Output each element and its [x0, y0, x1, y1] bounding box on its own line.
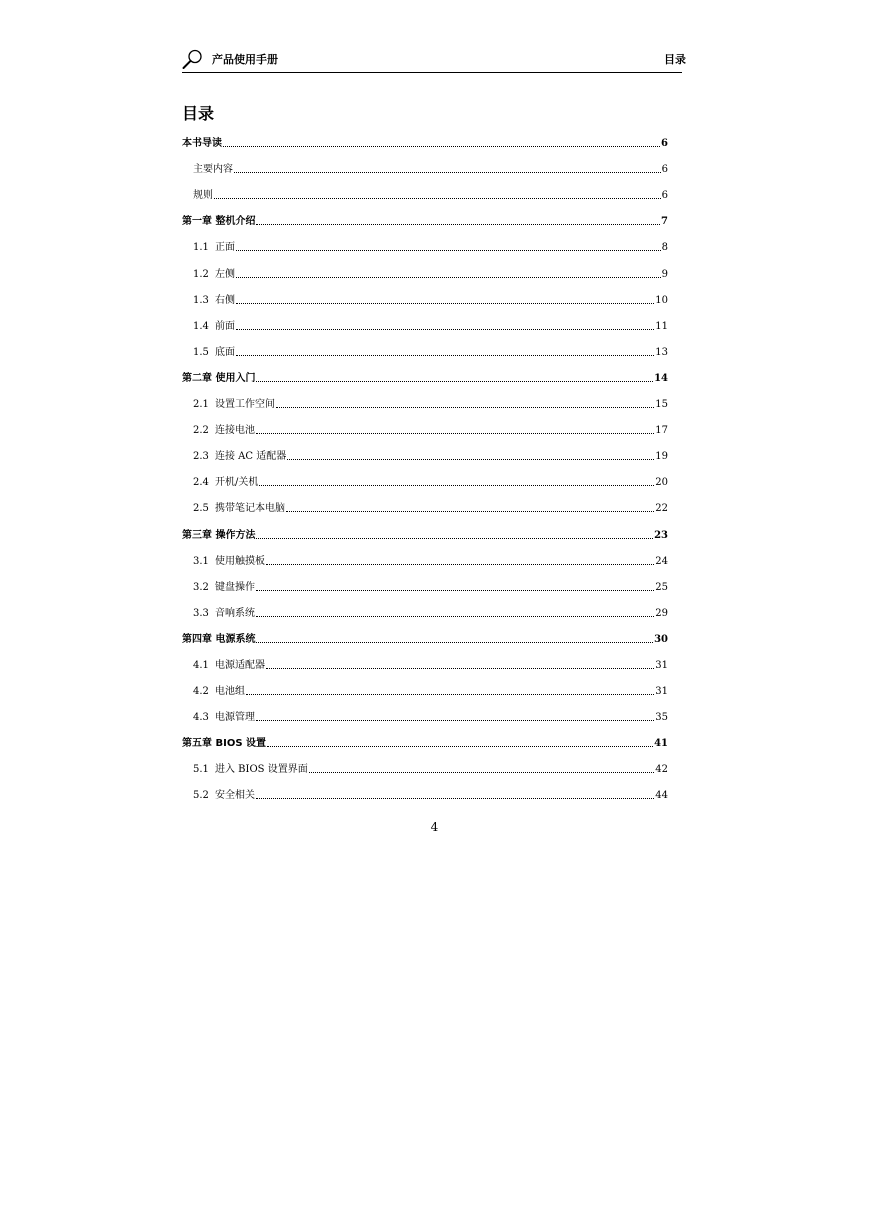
toc-entry-label: 右侧: [215, 294, 235, 306]
toc-entry-label: 键盘操作: [215, 581, 255, 593]
toc-entry-label: 安全相关: [215, 790, 255, 802]
toc-section-entry[interactable]: [182, 698, 668, 724]
toc-dot-leader: [234, 172, 661, 173]
toc-entry-page: 13: [655, 346, 668, 358]
toc-section-entry[interactable]: [182, 281, 668, 307]
toc-entry-label: 第一章 整机介绍: [182, 216, 256, 228]
toc-entry-label: 电池组: [215, 686, 245, 698]
toc-entry-label: 前面: [215, 320, 235, 332]
toc-entry-page: 31: [655, 659, 668, 671]
toc-entry-label: 使用触摸板: [215, 555, 265, 567]
toc-entry-label: 底面: [215, 346, 235, 358]
toc-entry-number: 5.1: [193, 764, 209, 776]
toc-entry-page: 6: [661, 190, 668, 202]
toc-entry-number: 3.2: [193, 581, 209, 593]
toc-dot-leader: [236, 329, 654, 330]
toc-dot-leader: [223, 146, 660, 147]
toc-chapter-entry[interactable]: [182, 515, 668, 541]
toc-entry-page: 44: [655, 790, 668, 802]
toc-dot-leader: [236, 250, 661, 251]
toc-entry-label: 第三章 操作方法: [182, 529, 256, 541]
toc-dot-leader: [276, 407, 654, 408]
toc-entry-number: 1.3: [193, 294, 209, 306]
toc-entry-label: 主要内容: [193, 164, 233, 176]
toc-entry-page: 6: [661, 164, 668, 176]
toc-chapter-entry[interactable]: [182, 724, 668, 750]
toc-entry-number: 2.5: [193, 503, 209, 515]
toc-dot-leader: [309, 772, 655, 773]
toc-entry-label: 进入 BIOS 设置界面: [215, 764, 308, 776]
toc-entry-label: 携带笔记本电脑: [215, 503, 285, 515]
toc-entry-page: 6: [661, 138, 668, 150]
toc-section-entry[interactable]: [182, 254, 668, 280]
toc-section-entry[interactable]: [182, 307, 668, 333]
toc-section-entry[interactable]: [182, 463, 668, 489]
toc-section-entry[interactable]: [182, 646, 668, 672]
toc-dot-leader: [236, 277, 661, 278]
toc-entry-label: 第五章 BIOS 设置: [182, 738, 267, 750]
toc-entry-number: 3.3: [193, 607, 209, 619]
toc-dot-leader: [256, 224, 660, 225]
toc-dot-leader: [256, 798, 654, 799]
toc-entry-label: 第二章 使用入门: [182, 372, 256, 384]
toc-entry-page: 22: [655, 503, 668, 515]
toc-section-entry[interactable]: [182, 542, 668, 568]
toc-dot-leader: [267, 746, 653, 747]
toc-entry-label: 连接 AC 适配器: [215, 451, 287, 463]
toc-dot-leader: [214, 198, 661, 199]
toc-section-entry[interactable]: [182, 176, 668, 202]
table-of-contents: [182, 124, 668, 802]
toc-entry-label: 正面: [215, 242, 235, 254]
section-title: 目录: [664, 53, 686, 66]
toc-entry-page: 17: [655, 425, 668, 437]
toc-entry-page: 35: [655, 712, 668, 724]
toc-chapter-entry[interactable]: [182, 202, 668, 228]
toc-section-entry[interactable]: [182, 776, 668, 802]
toc-entry-page: 14: [654, 372, 668, 384]
toc-dot-leader: [236, 355, 654, 356]
toc-entry-page: 23: [654, 529, 668, 541]
toc-section-entry[interactable]: [182, 594, 668, 620]
toc-entry-number: 2.3: [193, 451, 209, 463]
toc-entry-number: 4.1: [193, 659, 209, 671]
toc-dot-leader: [256, 720, 654, 721]
toc-entry-number: 2.4: [193, 477, 209, 489]
toc-dot-leader: [256, 590, 654, 591]
toc-entry-label: 连接电池: [215, 425, 255, 437]
toc-entry-number: 1.4: [193, 320, 209, 332]
toc-section-entry[interactable]: [182, 672, 668, 698]
toc-entry-number: 1.1: [193, 242, 209, 254]
toc-section-entry[interactable]: [182, 437, 668, 463]
toc-dot-leader: [286, 511, 654, 512]
page-number: 4: [430, 820, 439, 834]
toc-section-entry[interactable]: [182, 333, 668, 359]
toc-dot-leader: [256, 642, 653, 643]
toc-entry-label: 设置工作空间: [215, 399, 275, 411]
toc-dot-leader: [266, 564, 654, 565]
toc-section-entry[interactable]: [182, 150, 668, 176]
toc-entry-label: 本书导读: [182, 138, 222, 150]
toc-section-entry[interactable]: [182, 489, 668, 515]
toc-chapter-entry[interactable]: [182, 359, 668, 385]
toc-entry-label: 电源适配器: [215, 659, 265, 671]
toc-entry-page: 9: [661, 268, 668, 280]
toc-entry-page: 8: [661, 242, 668, 254]
toc-entry-page: 10: [655, 294, 668, 306]
toc-entry-label: 规则: [193, 190, 213, 202]
toc-entry-number: 2.1: [193, 399, 209, 411]
toc-entry-label: 开机/关机: [215, 477, 259, 489]
toc-dot-leader: [287, 459, 654, 460]
toc-entry-page: 31: [655, 686, 668, 698]
toc-entry-page: 7: [661, 216, 668, 228]
toc-chapter-entry[interactable]: [182, 124, 668, 150]
toc-dot-leader: [256, 616, 654, 617]
toc-dot-leader: [256, 381, 653, 382]
toc-entry-page: 41: [654, 738, 668, 750]
toc-entry-number: 3.1: [193, 555, 209, 567]
toc-entry-page: 29: [655, 607, 668, 619]
toc-entry-page: 20: [655, 477, 668, 489]
manual-title: 产品使用手册: [212, 53, 278, 66]
toc-section-entry[interactable]: [182, 228, 668, 254]
toc-entry-page: 11: [655, 320, 668, 332]
page-header: [182, 46, 686, 73]
toc-entry-number: 1.2: [193, 268, 209, 280]
magnifier-icon: [182, 48, 204, 70]
toc-entry-label: 电源管理: [215, 712, 255, 724]
toc-entry-page: 25: [655, 581, 668, 593]
toc-entry-page: 42: [655, 764, 668, 776]
toc-section-entry[interactable]: [182, 750, 668, 776]
toc-chapter-entry[interactable]: [182, 620, 668, 646]
toc-heading: 目录: [182, 104, 215, 123]
toc-entry-number: 4.2: [193, 686, 209, 698]
toc-dot-leader: [246, 694, 654, 695]
toc-entry-number: 1.5: [193, 346, 209, 358]
toc-entry-label: 第四章 电源系统: [182, 633, 256, 645]
toc-dot-leader: [236, 303, 654, 304]
toc-entry-label: 左侧: [215, 268, 235, 280]
toc-section-entry[interactable]: [182, 385, 668, 411]
toc-entry-number: 5.2: [193, 790, 209, 802]
toc-dot-leader: [266, 668, 654, 669]
toc-section-entry[interactable]: [182, 411, 668, 437]
toc-entry-page: 30: [654, 633, 668, 645]
toc-entry-label: 音响系统: [215, 607, 255, 619]
toc-entry-number: 2.2: [193, 425, 209, 437]
toc-entry-page: 15: [655, 399, 668, 411]
toc-entry-number: 4.3: [193, 712, 209, 724]
toc-section-entry[interactable]: [182, 568, 668, 594]
toc-entry-page: 24: [655, 555, 668, 567]
toc-entry-page: 19: [655, 451, 668, 463]
toc-dot-leader: [259, 485, 654, 486]
toc-dot-leader: [256, 538, 653, 539]
toc-dot-leader: [256, 433, 654, 434]
